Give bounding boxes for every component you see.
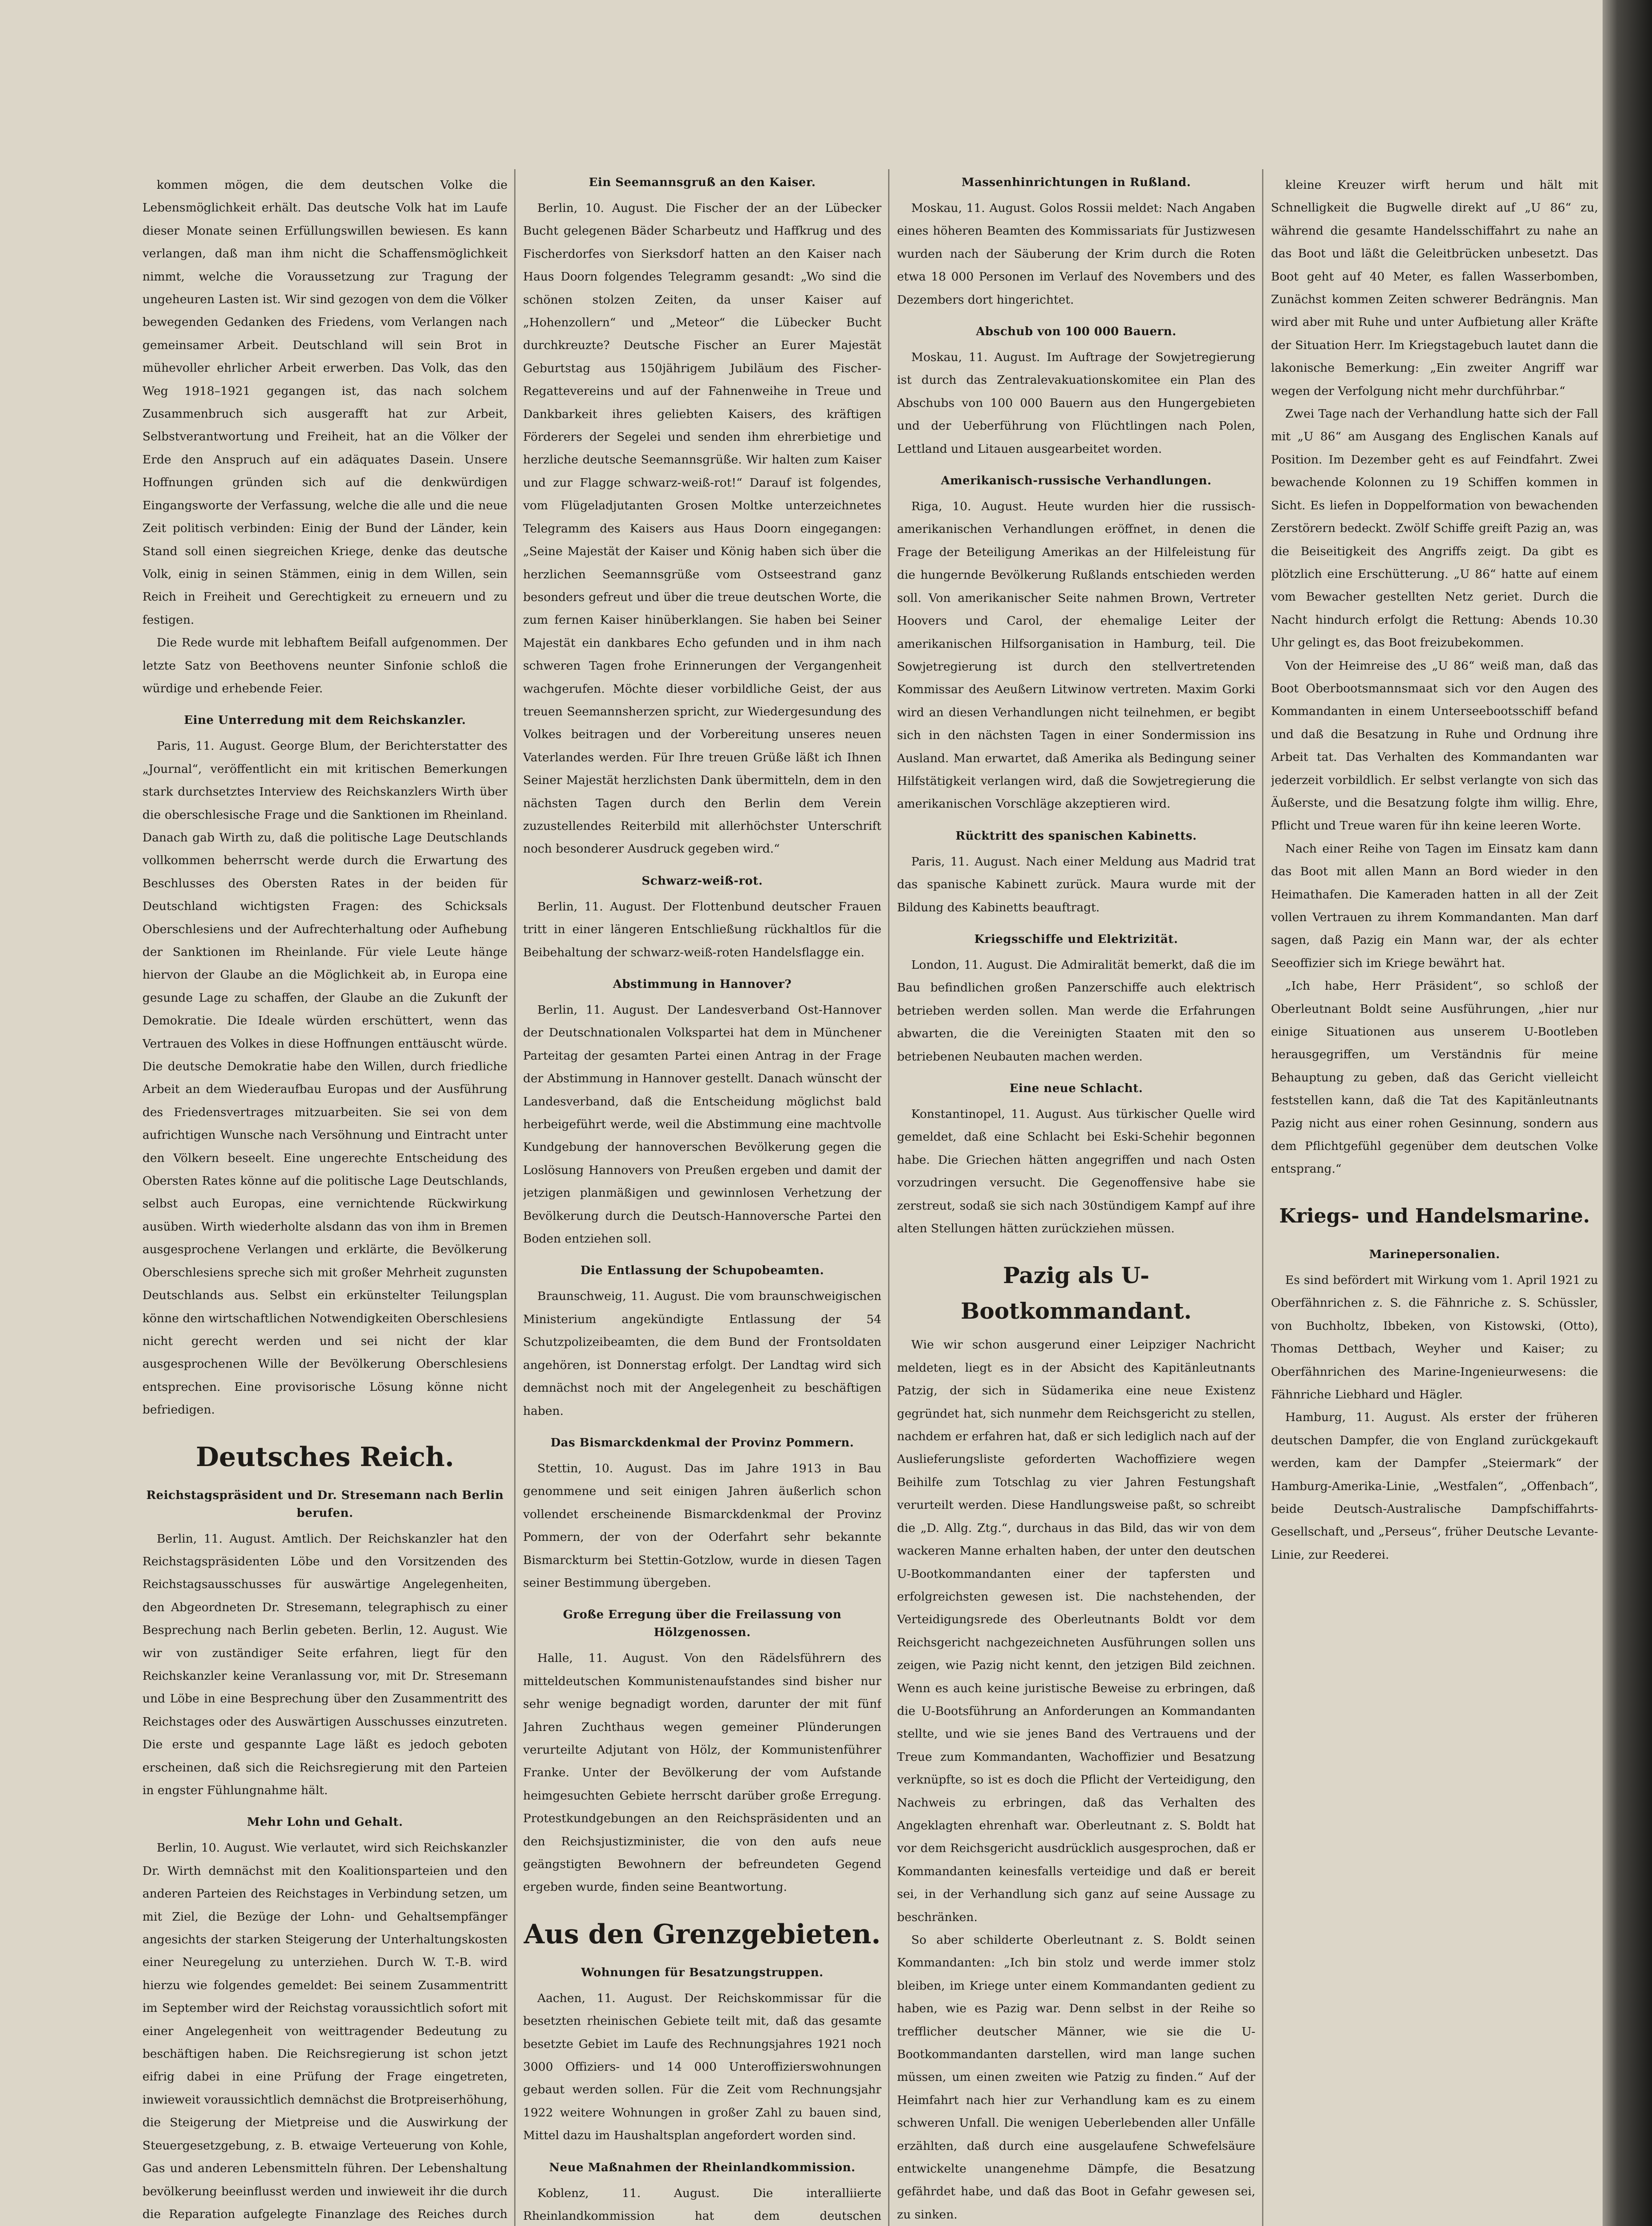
article-hamburg: Hamburg, 11. August. Als erster der früheren deutschen Dampfer, die von England zurückgekauft werden, kam der Dampfer „Steiermark“ der Hamburg-Amerika-Linie, „Westfalen“, „Offenbach“, beide Deutsch-Australische Dampfschiffahrts-Gesellschaft, und „Perseus“, früher Deutsche Levante-Linie, zur Reederei. [1271, 1410, 1598, 1562]
headline-amerika: Amerikanisch-russische Verhandlungen. [941, 474, 1212, 488]
article-hinrichtungen: Moskau, 11. August. Golos Rossii meldet: Nach Angaben eines höheren Beamten des Kommissariats für Justizwesen wurden nach der Säuberung der Krim durch die Roten etwa 18 000 Personen im Verlauf des Novembers und des Dezembers dort hingerichtet. [897, 201, 1255, 307]
article-pazig: Wie wir schon ausgerund einer Leipziger Nachricht meldeten, liegt es in der Absicht des Kapitänleutnants Patzig, der sich in Südamerika eine neue Existenz gegründet hat, sich nunmehr dem Reichsgericht zu stellen, nachdem er erfahren hat, daß er sich lediglich nach auf der Auslieferungsliste geforderten Wachoffiziere wegen Beihilfe zum Totschlag zu vier Jahren Festungshaft verurteilt werden. Diese Handlungsweise paßt, so schreibt die „D. Allg. Ztg.“, durchaus in das Bild, das wir von dem wackeren Manne erhalten haben, der unter den deutschen U-Bootkommandanten einer der tapfersten und erfolgreichsten gewesen ist. Die nachstehenden, der Verteidigungsrede des Oberleutnants Boldt vor dem Reichsgericht nachgezeichneten Ausführungen sollen uns zeigen, wie Pazig nicht kennt, den jetzigen Bild zeichnen. Wenn es auch keine juristische Beweise zu erbringen, daß die U-Bootsführung an Anforderungen an Kommandanten stellte, und wie sie jenes Band des Vertrauens und der Treue zum Kommandanten, Wachoffizier und Besatzung verknüpfte, so ist es doch die Pflicht der Verteidigung, den Nachweis zu erbringen, daß das Verhalten des Angeklagten ehrenhaft war. Oberleutnant z. S. Boldt hat vor dem Reichsgericht ausdrücklich ausgesprochen, daß er Kommandanten keinesfalls verteidige und daß er bereit sei, in der Verhandlung sich ganz auf seine Aussage zu beschränken. [897, 1338, 1255, 1924]
headline-hannover: Abstimmung in Hannover? [613, 978, 792, 991]
headline-schwarz-weiss-rot: Schwarz-weiß-rot. [641, 874, 763, 888]
article-schwarz-weiss-rot: Berlin, 11. August. Der Flottenbund deutscher Frauen tritt in einer längeren Entschließung rückhaltlos für die Beibehaltung der schwarz-weiß-roten Handelsflagge ein. [523, 899, 881, 959]
column-rule [1262, 169, 1263, 2226]
column-2 [523, 174, 881, 2226]
column-rule [888, 169, 889, 2226]
section-grenzgebiete: Aus den Grenzgebieten. [524, 1918, 881, 1950]
article-spanien: Paris, 11. August. Nach einer Meldung aus Madrid trat das spanische Kabinett zurück. Maura wurde mit der Bildung des Kabinetts beauftragt. [897, 854, 1255, 914]
article-closing: Die Rede wurde mit lebhaftem Beifall aufgenommen. Der letzte Satz von Beethovens neunter Sinfonie schloß die würdige und erhebende Feier. [142, 636, 507, 695]
article-hannover: Berlin, 11. August. Der Landesverband Ost-Hannover der Deutschnationalen Volkspartei hat dem in Münchener Parteitag der gesamten Partei einen Antrag in der Frage der Abstimmung in Hannover gestellt. Danach wünscht der Landesverband, daß die Entscheidung möglichst bald herbeigeführt werde, weil die Abstimmung eine machtvolle Kundgebung der hannoverschen Bevölkerung gegen die Loslösung Hannovers von Preußen ergeben und damit der jetzigen planmäßigen und gewinnlosen Verhetzung der Bevölkerung durch die Deutsch-Hannoversche Partei den Boden entziehen soll. [523, 1003, 881, 1246]
article-schlacht: Konstantinopel, 11. August. Aus türkischer Quelle wird gemeldet, daß eine Schlacht bei Eski-Schehir begonnen habe. Die Griechen hätten angegriffen und nach Osten vorzudringen versucht. Die Gegenoffensive habe sie zerstreut, sodaß sie sich nach 30stündigem Kampf auf ihre alten Stellungen hätten zurückziehen müssen. [897, 1107, 1255, 1236]
column-4 [1271, 174, 1598, 2226]
article-marinepersonalien: Es sind befördert mit Wirkung vom 1. April 1921 zu Oberfähnrichen z. S. die Fähnriche z. S. Schüssler, von Buchholtz, Ibbeken, von Kistowski, (Otto), Thomas Dettbach, Weyher und Kaiser; zu Oberfähnrichen des Marine-Ingenieurwesens: die Fähnriche Liebhard und Hägler. [1271, 1273, 1598, 1401]
page-edge-shadow [1603, 0, 1652, 2226]
headline-reichstag: Reichstagspräsident und Dr. Stresemann nach Berlin berufen. [146, 1488, 504, 1520]
headline-rheinland: Neue Maßnahmen der Rheinlandkommission. [549, 2161, 856, 2174]
article-lohn: Berlin, 10. August. Wie verlautet, wird sich Reichskanzler Dr. Wirth demnächst mit den Koalitionsparteien und den anderen Parteien des Reichstages in Verbindung setzen, um mit Ziel, die Bezüge der Lohn- und Gehaltsempfänger angesichts der starken Steigerung der Unterhaltungskosten einer Neuregelung zu unterziehen. Durch W. T.-B. wird hierzu wie folgendes gemeldet: Bei seinem Zusammentritt im September wird der Reichstag voraussichtlich sofort mit einer Angelegenheit von weittragender Bedeutung zu beschäftigen haben. Die Reichsregierung ist schon jetzt eifrig dabei in eine Prüfung der Frage eingetreten, inwieweit voraussichtlich demnächst die Brotpreiserhöhung, die Steigerung der Mietpreise und die Auswirkung der Steuergesetzgebung, z. B. etwaige Verteuerung von Kohle, Gas und anderen Lebensmitteln führen. Der Lebenshaltung bevölkerung beeinflusst werden und inwieweit ihr die durch die Reparation aufgelegte Finanzlage des Reiches durch [142, 1841, 507, 2221]
headline-schupo: Die Entlassung der Schupobeamten. [580, 1264, 824, 1278]
article-pazig-cont-2: Zwei Tage nach der Verhandlung hatte sich der Fall mit „U 86“ am Ausgang des Englischen Kanals auf Position. Im Dezember geht es auf Feindfahrt. Zwei bewachende Kolonnen zu 19 Schiffen kommen in Sicht. Es liefen in Doppelformation von bewachenden Zerstörern bedeckt. Zwölf Schiffe greift Pazig an, was die Beiseitigkeit des Angriffs zeigt. Da gibt es plötzlich eine Erschütterung. „U 86“ hatte auf einem vom Bewacher gestellten Netz geriet. Durch die Nacht hindurch erfolgt die Rettung: Abends 10.30 Uhr gelingt es, das Boot freizubekommen. [1271, 407, 1598, 650]
headline-denkmal: Das Bismarckdenkmal der Provinz Pommern. [550, 1436, 854, 1450]
section-pazig: Pazig als U-Bootkommandant. [961, 1262, 1192, 1324]
section-deutsches-reich: Deutsches Reich. [195, 1441, 455, 1473]
article-rheinland: Koblenz, 11. August. Die interalliierte Rheinlandkommission hat dem deutschen [523, 2186, 881, 2223]
article-denkmal: Stettin, 10. August. Das im Jahre 1913 in Bau genommene und seit einigen Jahren äußerlich schon vollendet erscheinende Bismarckdenkmal der Provinz Pommern, der von der Oderfahrt sehr bekannte Bismarckturm bei Stettin-Gotzlow, wurde in diesen Tagen seiner Bestimmung übergeben. [523, 1461, 881, 1590]
article-seemannsgruss: Berlin, 10. August. Die Fischer der an der Lübecker Bucht gelegenen Bäder Scharbeutz und Haffkrug und des Fischerdorfes von Sierksdorf hatten an den Kaiser nach Haus Doorn folgendes Telegramm gesandt: „Wo sind die schönen stolzen Zeiten, da unser Kaiser auf „Hohenzollern“ und „Meteor“ die Lübecker Bucht durchkreuzte? Deutsche Fischer an Eurer Majestät Geburtstag aus 150jährigem Jubiläum des Fischer-Regattevereins und auf der Fahnenweihe in Treue und Dankbarkeit ihres geliebten Kaisers, des kräftigen Förderers der Segelei und senden ihm ehrerbietige und herzliche deutsche Seemannsgrüße. Wir halten zum Kaiser und zur Flagge schwarz-weiß-rot!“ Darauf ist folgendes, vom Flügeladjutanten Grosen Moltke unterzeichnetes Telegramm des Kaisers aus Haus Doorn eingegangen: „Seine Majestät der Kaiser und König haben sich über die herzlichen Seemannsgrüße vom Ostseestrand ganz besonders gefreut und über die treue deutschen Worte, die zum fernen Kaiser hinüberklangen. Sie haben bei Seiner Majestät ein dankbares Echo gefunden und in ihm nach schweren Tagen frohe Erinnerungen der Vergangenheit wachgerufen. Möchte dieser vorbildliche Geist, der aus treuen Seemannsherzen spricht, zur Wiedergesundung des Volkes beitragen und der Vorbereitung unseres neuen Vaterlandes werden. Für Ihre treuen Grüße läßt ich Ihnen Seiner Majestät herzlichsten Dank übermitteln, dem in den nächsten Tagen durch den Berlin dem Verein zuzustellendes Reiterbild mit allerhöchster Unterschrift noch besonderer Ausdruck gegeben wird.“ [523, 201, 881, 856]
headline-schlacht: Eine neue Schlacht. [1009, 1082, 1143, 1095]
headline-wohnungen: Wohnungen für Besatzungstruppen. [581, 1966, 824, 1979]
article-pazig-2: So aber schilderte Oberleutnant z. S. Boldt seinen Kommandanten: „Ich bin stolz und werde immer stolz bleiben, im Kriege unter einem Kommandanten gedient zu haben, wie es Pazig war. Denn selbst in der Reihe so trefflicher deutscher Männer, wie sie die U-Bootkommandanten darstellen, wird man lange suchen müssen, um einen zweiten wie Patzig zu finden.“ Auf der Heimfahrt nach hier zur Verhandlung kam es zu einem schweren Unfall. Die wenigen Ueberlebenden aller Unfälle erzählten, daß durch eine ausgelaufene Schwefelsäure entwickelte unangenehme Dämpfe, die Besatzung gefährdet habe, und daß das Boot in Gefahr gewesen sei, zu sinken. [897, 1933, 1255, 2222]
article-amerika: Riga, 10. August. Heute wurden hier die russisch-amerikanischen Verhandlungen eröffnet, in denen die Frage der Beteiligung Amerikas an der Hilfeleistung für die hungernde Bevölkerung Rußlands entschieden werden soll. Von amerikanischer Seite nahmen Brown, Vertreter Hoovers und Carol, der ehemalige Leiter der amerikanischen Hilfsorganisation in Hamburg, teil. Die Sowjetregierung ist durch den stellvertretenden Kommissar des Aeußern Litwinow vertreten. Maxim Gorki wird an diesen Verhandlungen nicht teilnehmen, er begibt sich in den nächsten Tagen in einer Sondermission ins Ausland. Man erwartet, daß Amerika als Bedingung seiner Hilfstätigkeit verlangen wird, daß die Sowjetregierung die amerikanischen Vorschläge akzeptieren wird. [897, 500, 1255, 811]
headline-spanien: Rücktritt des spanischen Kabinetts. [955, 829, 1197, 843]
column-rule [514, 169, 515, 2226]
article-reichstag: Berlin, 11. August. Amtlich. Der Reichskanzler hat den Reichstagspräsidenten Löbe und den Vorsitzenden des Reichstagsausschusses für auswärtige Angelegenheiten, den Abgeordneten Dr. Stresemann, telegraphisch zu einer Besprechung nach Berlin gebeten. Berlin, 12. August. Wie wir von zuständiger Seite erfahren, liegt für den Reichskanzler keine Veranlassung vor, mit Dr. Stresemann und Löbe in eine Besprechung über den Zusammentritt des Reichstages oder des Auswärtigen Ausschusses einzutreten. Die erste und gespannte Lage läßt es jedoch geboten erscheinen, daß sich die Reichsregierung mit den Parteien in engster Fühlungnahme hält. [142, 1531, 507, 1797]
headline-hoelz: Große Erregung über die Freilassung von Hölzgenossen. [563, 1608, 842, 1640]
headline-lohn: Mehr Lohn und Gehalt. [247, 1816, 403, 1829]
headline-marinepersonalien: Marinepersonalien. [1369, 1247, 1500, 1261]
article-unterredung: Paris, 11. August. George Blum, der Berichterstatter des „Journal“, veröffentlicht ein mit kritischen Bemerkungen stark durchsetztes Interview des Reichskanzlers Wirth über die oberschlesische Frage und die Sanktionen im Rheinland. Danach gab Wirth zu, daß die politische Lage Deutschlands vollkommen beherrscht werde durch die Erwartung des Beschlusses des Obersten Rates in der beiden für Deutschland wichtigsten Fragen: des Schicksals Oberschlesiens und der Aufrechterhaltung oder Aufhebung der Sanktionen im Rheinlande. Für viele Leute hänge hiervon der Glaube an die Möglichkeit ab, in Europa eine gesunde Lage zu schaffen, der Glaube an die Zukunft der Demokratie. Die Ideale würden erschüttert, wenn das Vertrauen des Volkes in diese Hoffnungen enttäuscht würde. Die deutsche Demokratie habe den Willen, durch friedliche Arbeit an dem Wiederaufbau Europas und der Ausführung des Friedensvertrages mitzuarbeiten. Sie sei von dem aufrichtigen Wunsche nach Versöhnung und Eintracht unter den Völkern beseelt. Eine ungerechte Entscheidung des Obersten Rates könne auf die politische Lage Deutschlands, selbst auch Europas, eine vernichtende Rückwirkung ausüben. Wirth wiederholte alsdann das von ihm in Bremen ausgesprochene Verlangen und erklärte, die Bevölkerung Oberschlesiens spreche sich mit großer Mehrheit zugunsten Deutschlands aus. Selbst ein erkünstelter Teilungsplan könne den wirtschaftlichen Notwendigkeiten Oberschlesiens nicht gerecht werden und sei nicht der klar ausgesprochenen Wille der Bevölkerung Oberschlesiens entsprechen. Eine provisorische Lösung könne nicht befriedigen. [142, 739, 507, 1417]
headline-hinrichtungen: Massenhinrichtungen in Rußland. [961, 176, 1191, 189]
article-wohnungen: Aachen, 11. August. Der Reichskommissar für die besetzten rheinischen Gebiete teilt mit, daß das gesamte besetzte Gebiet im Laufe des Rechnungsjahres 1921 noch 3000 Offiziers- und 14 000 Unteroffizierswohnungen gebaut werden sollen. Für die Zeit vom Rechnungsjahr 1922 weitere Wohnungen in großer Zahl zu bauen sind, Mittel dazu im Haushaltsplan angefordert worden sind. [523, 1991, 881, 2143]
article-hoelz: Halle, 11. August. Von den Rädelsführern des mitteldeutschen Kommunistenaufstandes sind bisher nur sehr wenige begnadigt worden, darunter der mit fünf Jahren Zuchthaus wegen gemeiner Plünderungen verurteilte Adjutant von Hölz, der Kommunistenführer Franke. Unter der Bevölkerung der vom Aufstande heimgesuchten Gebiete herrscht darüber große Erregung. Protestkundgebungen an den Reichspräsidenten und an den Reichsjustizminister, die von den aufs neue geängstigten Bewohnern der befreundeten Gegend ergeben wurde, finden seine Beantwortung. [523, 1651, 881, 1894]
headline-seemannsgruss: Ein Seemannsgruß an den Kaiser. [589, 176, 816, 189]
section-kriegsmarine: Kriegs- und Handelsmarine. [1279, 1204, 1590, 1227]
headline-unterredung: Eine Unterredung mit dem Reichskanzler. [184, 714, 466, 727]
article-pazig-cont-4: Nach einer Reihe von Tagen im Einsatz kam dann das Boot mit allen Mann an Bord wieder in den Heimathafen. Die Kameraden hatten in all der Zeit vollen Vertrauen zu ihrem Kommandanten. Man darf sagen, daß Pazig ein Mann war, der als echter Seeoffizier sich im Kriege bewährt hat. [1271, 841, 1598, 970]
article-pazig-cont-3: Von der Heimreise des „U 86“ weiß man, daß das Boot Oberbootsmannsmaat sich vor den Augen des Kommandanten in einem Unterseebootsschiff befand und daß die Besatzung in Ruhe und Ordnung ihre Arbeit tat. Das Verhalten des Kommandanten war jederzeit vorbildlich. Er selbst verlangte von sich das Äußerste, und die Besatzung folgte ihm willig. Ehre, Pflicht und Treue waren für ihn keine leeren Worte. [1271, 658, 1598, 833]
article-pazig-cont-5: „Ich habe, Herr Präsident“, so schloß der Oberleutnant Boldt seine Ausführungen, „hier nur einige Situationen aus unserem U-Bootleben herausgegriffen, um Verständnis für meine Behauptung zu geben, daß das Gericht vielleicht feststellen kann, daß die Tat des Kapitänleutnants Pazig nicht aus einer rohen Gesinnung, sondern aus dem Pflichtgefühl gegenüber dem deutschen Volke entsprang.“ [1271, 979, 1598, 1176]
article-kriegsschiffe: London, 11. August. Die Admiralität bemerkt, daß die im Bau befindlichen großen Panzerschiffe auch elektrisch betrieben werden sollen. Man werde die Erfahrungen abwarten, die die Vereinigten Staaten mit den so betriebenen Neubauten machen werden. [897, 958, 1255, 1064]
column-1 [142, 174, 507, 2226]
column-3 [897, 174, 1255, 2226]
headline-kriegsschiffe: Kriegsschiffe und Elektrizität. [974, 932, 1178, 946]
headline-bauern: Abschub von 100 000 Bauern. [976, 325, 1177, 339]
article-schupo: Braunschweig, 11. August. Die vom braunschweigischen Ministerium angekündigte Entlassung der 54 Schutzpolizeibeamten, die dem Bund der Frontsoldaten angehören, ist Donnerstag erfolgt. Der Landtag wird sich demnächst noch mit der Angelegenheit zu beschäftigen haben. [523, 1289, 881, 1418]
article-bauern: Moskau, 11. August. Im Auftrage der Sowjetregierung ist durch das Zentralevakuationskomitee ein Plan des Abschubs von 100 000 Bauern aus den Hungergebieten und der Ueberführung von Flüchtlingen nach Polen, Lettland und Litauen ausgearbeitet worden. [897, 350, 1255, 456]
article-pazig-cont: kleine Kreuzer wirft herum und hält mit Schnelligkeit die Bugwelle direkt auf „U 86“ zu, während die gesamte Handelsschiffahrt zu nahe an das Boot und läßt die Geleitbrücken unbesetzt. Das Boot geht auf 40 Meter, es fallen Wasserbomben, Zunächst kommen Zeiten schwerer Bedrängnis. Man wird aber mit Ruhe und unter Aufbietung aller Kräfte der Situation Herr. Im Kriegstagebuch lautet dann die lakonische Bemerkung: „Ein zweiter Angriff war wegen der Verfolgung nicht mehr durchführbar.“ [1271, 178, 1598, 398]
article-intro: kommen mögen, die dem deutschen Volke die Lebensmöglichkeit erhält. Das deutsche Volk hat im Laufe dieser Monate seinen Erfüllungswillen bewiesen. Es kann verlangen, daß man ihm nicht die Schaffensmöglichkeit nimmt, welche die Voraussetzung zur Tragung der ungeheuren Lasten ist. Wir sind gezogen von dem die Völker bewegenden Gedanken des Friedens, vom Verlangen nach gemeinsamer Arbeit. Deutschland will sein Brot in mühevoller ehrlicher Arbeit erwerben. Das Volk, das den Weg 1918–1921 gegangen ist, das nach solchem Zusammenbruch sich ausgerafft hat zur Arbeit, Selbstverantwortung und Freiheit, hat an die Völker der Erde den Anspruch auf ein adäquates Dasein. Unsere Hoffnungen gründen sich auf die denkwürdigen Eingangsworte der Verfassung, welche die alle und die neue Zeit politisch verbinden: Einig der Bund der Länder, kein Stand soll einen siegreichen Kriege, denke das deutsche Volk, einig in seinen Stämmen, einig in dem Willen, sein Reich in Freiheit und Gerechtigkeit zu erneuern und zu festigen. [142, 178, 507, 627]
